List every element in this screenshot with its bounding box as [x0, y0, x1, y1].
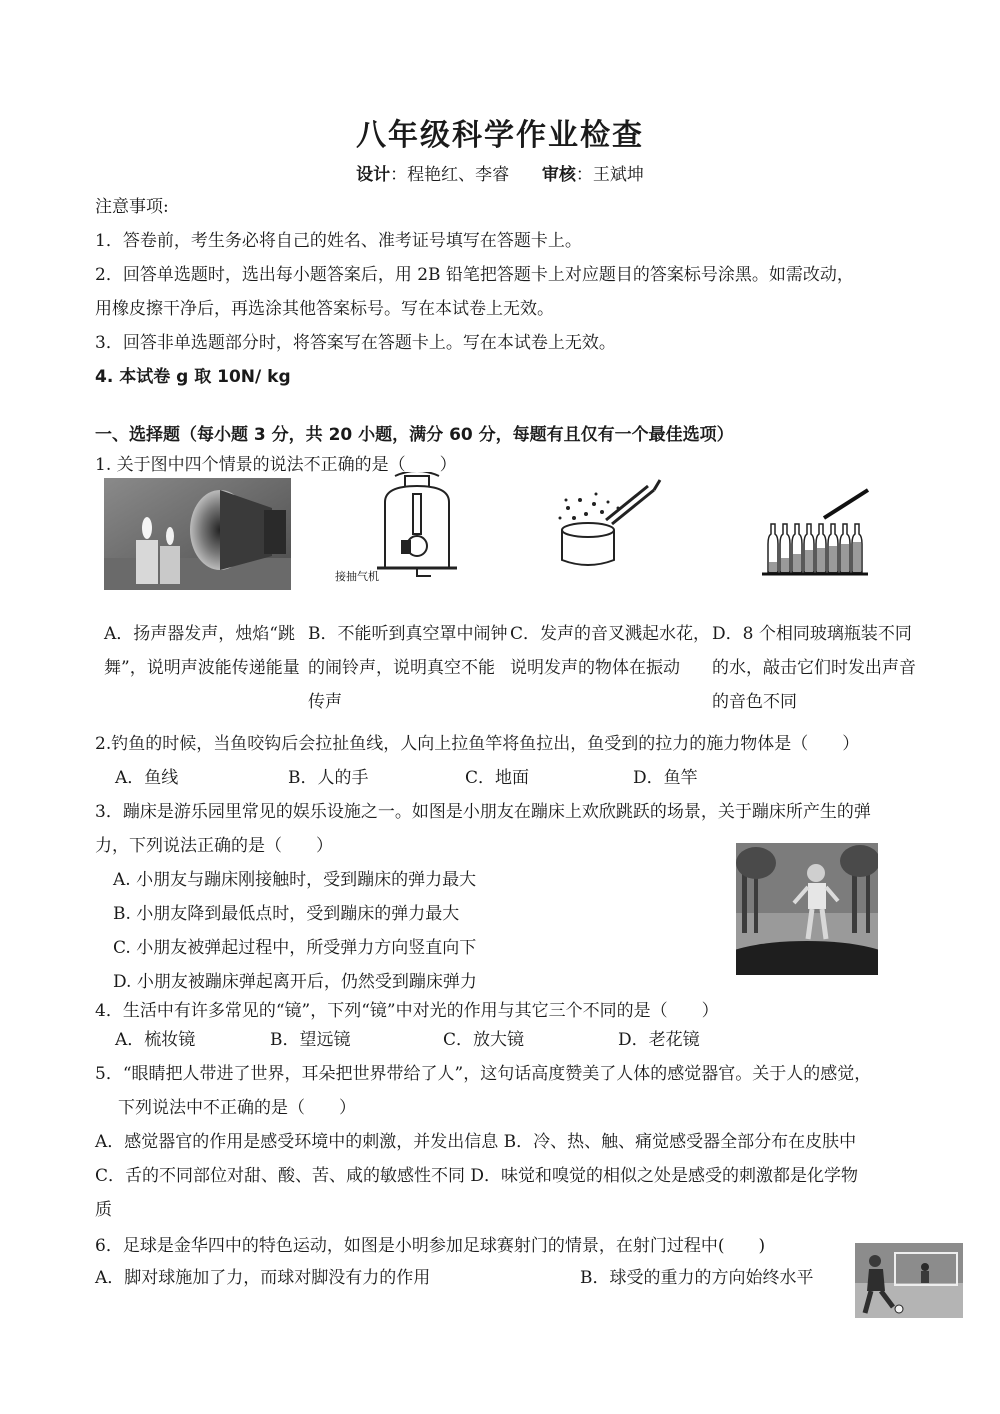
glass-bottles-image [760, 488, 870, 578]
note-2b: 用橡皮擦干净后，再选涂其他答案标号。写在本试卷上无效。 [95, 299, 554, 319]
note-3: 3．回答非单选题部分时，将答案写在答题卡上。写在本试卷上无效。 [95, 333, 616, 353]
trampoline-photo [736, 843, 878, 975]
q3-option-d: D. 小朋友被蹦床弹起离开后，仍然受到蹦床弹力 [113, 972, 477, 992]
q1-stem: 1. 关于图中四个情景的说法不正确的是（ ） [95, 455, 457, 475]
q1-option-b: B．不能听到真空罩中闹钟的闹铃声，说明真空不能传声 [308, 624, 508, 712]
tuning-fork-image [548, 478, 668, 573]
note-1: 1．答卷前，考生务必将自己的姓名、准考证号填写在答题卡上。 [95, 231, 582, 251]
q3-option-b: B. 小朋友降到最低点时，受到蹦床的弹力最大 [113, 904, 460, 924]
q4-option-c: C．放大镜 [443, 1030, 525, 1050]
q4-option-d: D．老花镜 [618, 1030, 700, 1050]
q6-option-a: A．脚对球施加了力，而球对脚没有力的作用 [95, 1268, 431, 1288]
q4-stem: 4．生活中有许多常见的“镜”，下列“镜”中对光的作用与其它三个不同的是（ ） [95, 1001, 719, 1021]
q5-stem-a: 5．“眼睛把人带进了世界，耳朵把世界带给了人”，这句话高度赞美了人体的感觉器官。关于人的感觉， [95, 1064, 872, 1084]
pump-label: 接抽气机 [335, 570, 379, 583]
design-label: 设计 [356, 165, 391, 185]
q6-stem: 6．足球是金华四中的特色运动，如图是小明参加足球赛射门的情景，在射门过程中( ) [95, 1236, 766, 1256]
q4-option-b: B．望远镜 [270, 1030, 351, 1050]
q5-options-cont: 质 [95, 1200, 112, 1220]
q4-option-a: A．梳妆镜 [115, 1030, 196, 1050]
notes-heading: 注意事项: [95, 197, 169, 217]
note-2a: 2．回答单选题时，选出每小题答案后，用 2B 铅笔把答题卡上对应题目的答案标号涂黑。如需改动， [95, 265, 854, 285]
authors-line: 设计：程艳红、李睿 审核：王斌坤 [356, 165, 644, 185]
q2-option-d: D．鱼竿 [633, 768, 698, 788]
section-heading: 一、选择题（每小题 3 分，共 20 小题，满分 60 分，每题有且仅有一个最佳选项） [95, 425, 734, 445]
q3-option-a: A. 小朋友与蹦床刚接触时，受到蹦床的弹力最大 [113, 870, 477, 890]
designers: 程艳红、李睿 [407, 165, 510, 185]
q2-option-b: B．人的手 [288, 768, 369, 788]
q6-option-b: B．球受的重力的方向始终水平 [580, 1268, 814, 1288]
speaker-candle-image [104, 478, 291, 590]
q5-options-ab: A．感觉器官的作用是感受环境中的刺激，并发出信息 B．冷、热、触、痛觉感受器全部分布在皮肤中 [95, 1132, 857, 1152]
q3-stem-a: 3．蹦床是游乐园里常见的娱乐设施之一。如图是小朋友在蹦床上欢欣跳跃的场景，关于蹦床所产生的弹 [95, 802, 871, 822]
q1-option-d: D．8 个相同玻璃瓶装不同的水，敲击它们时发出声音的音色不同 [712, 624, 916, 712]
note-4: 4. 本试卷 g 取 10N/ kg [95, 367, 291, 387]
q2-option-c: C．地面 [465, 768, 530, 788]
q1-option-a: A．扬声器发声，烛焰“跳舞”，说明声波能传递能量 [104, 624, 300, 678]
q2-stem: 2.钓鱼的时候，当鱼咬钩后会拉扯鱼线，人向上拉鱼竿将鱼拉出，鱼受到的拉力的施力物体是（ ） [95, 734, 860, 754]
q3-option-c: C. 小朋友被弹起过程中，所受弹力方向竖直向下 [113, 938, 477, 958]
reviewer: 王斌坤 [592, 165, 644, 185]
q5-stem-b: 下列说法中不正确的是（ ） [118, 1098, 356, 1118]
q2-option-a: A．鱼线 [115, 768, 179, 788]
q1-option-c: C．发声的音叉溅起水花，说明发声的物体在振动 [510, 624, 711, 678]
page-title: 八年级科学作业检查 [356, 118, 644, 153]
soccer-photo [855, 1243, 963, 1318]
q5-options-cd: C．舌的不同部位对甜、酸、苦、咸的敏感性不同 D．味觉和嗅觉的相似之处是感受的刺激都是化学物 [95, 1166, 859, 1186]
bell-jar-image [335, 472, 475, 587]
q3-stem-b: 力，下列说法正确的是（ ） [95, 836, 333, 856]
review-label: 审核 [541, 165, 576, 185]
